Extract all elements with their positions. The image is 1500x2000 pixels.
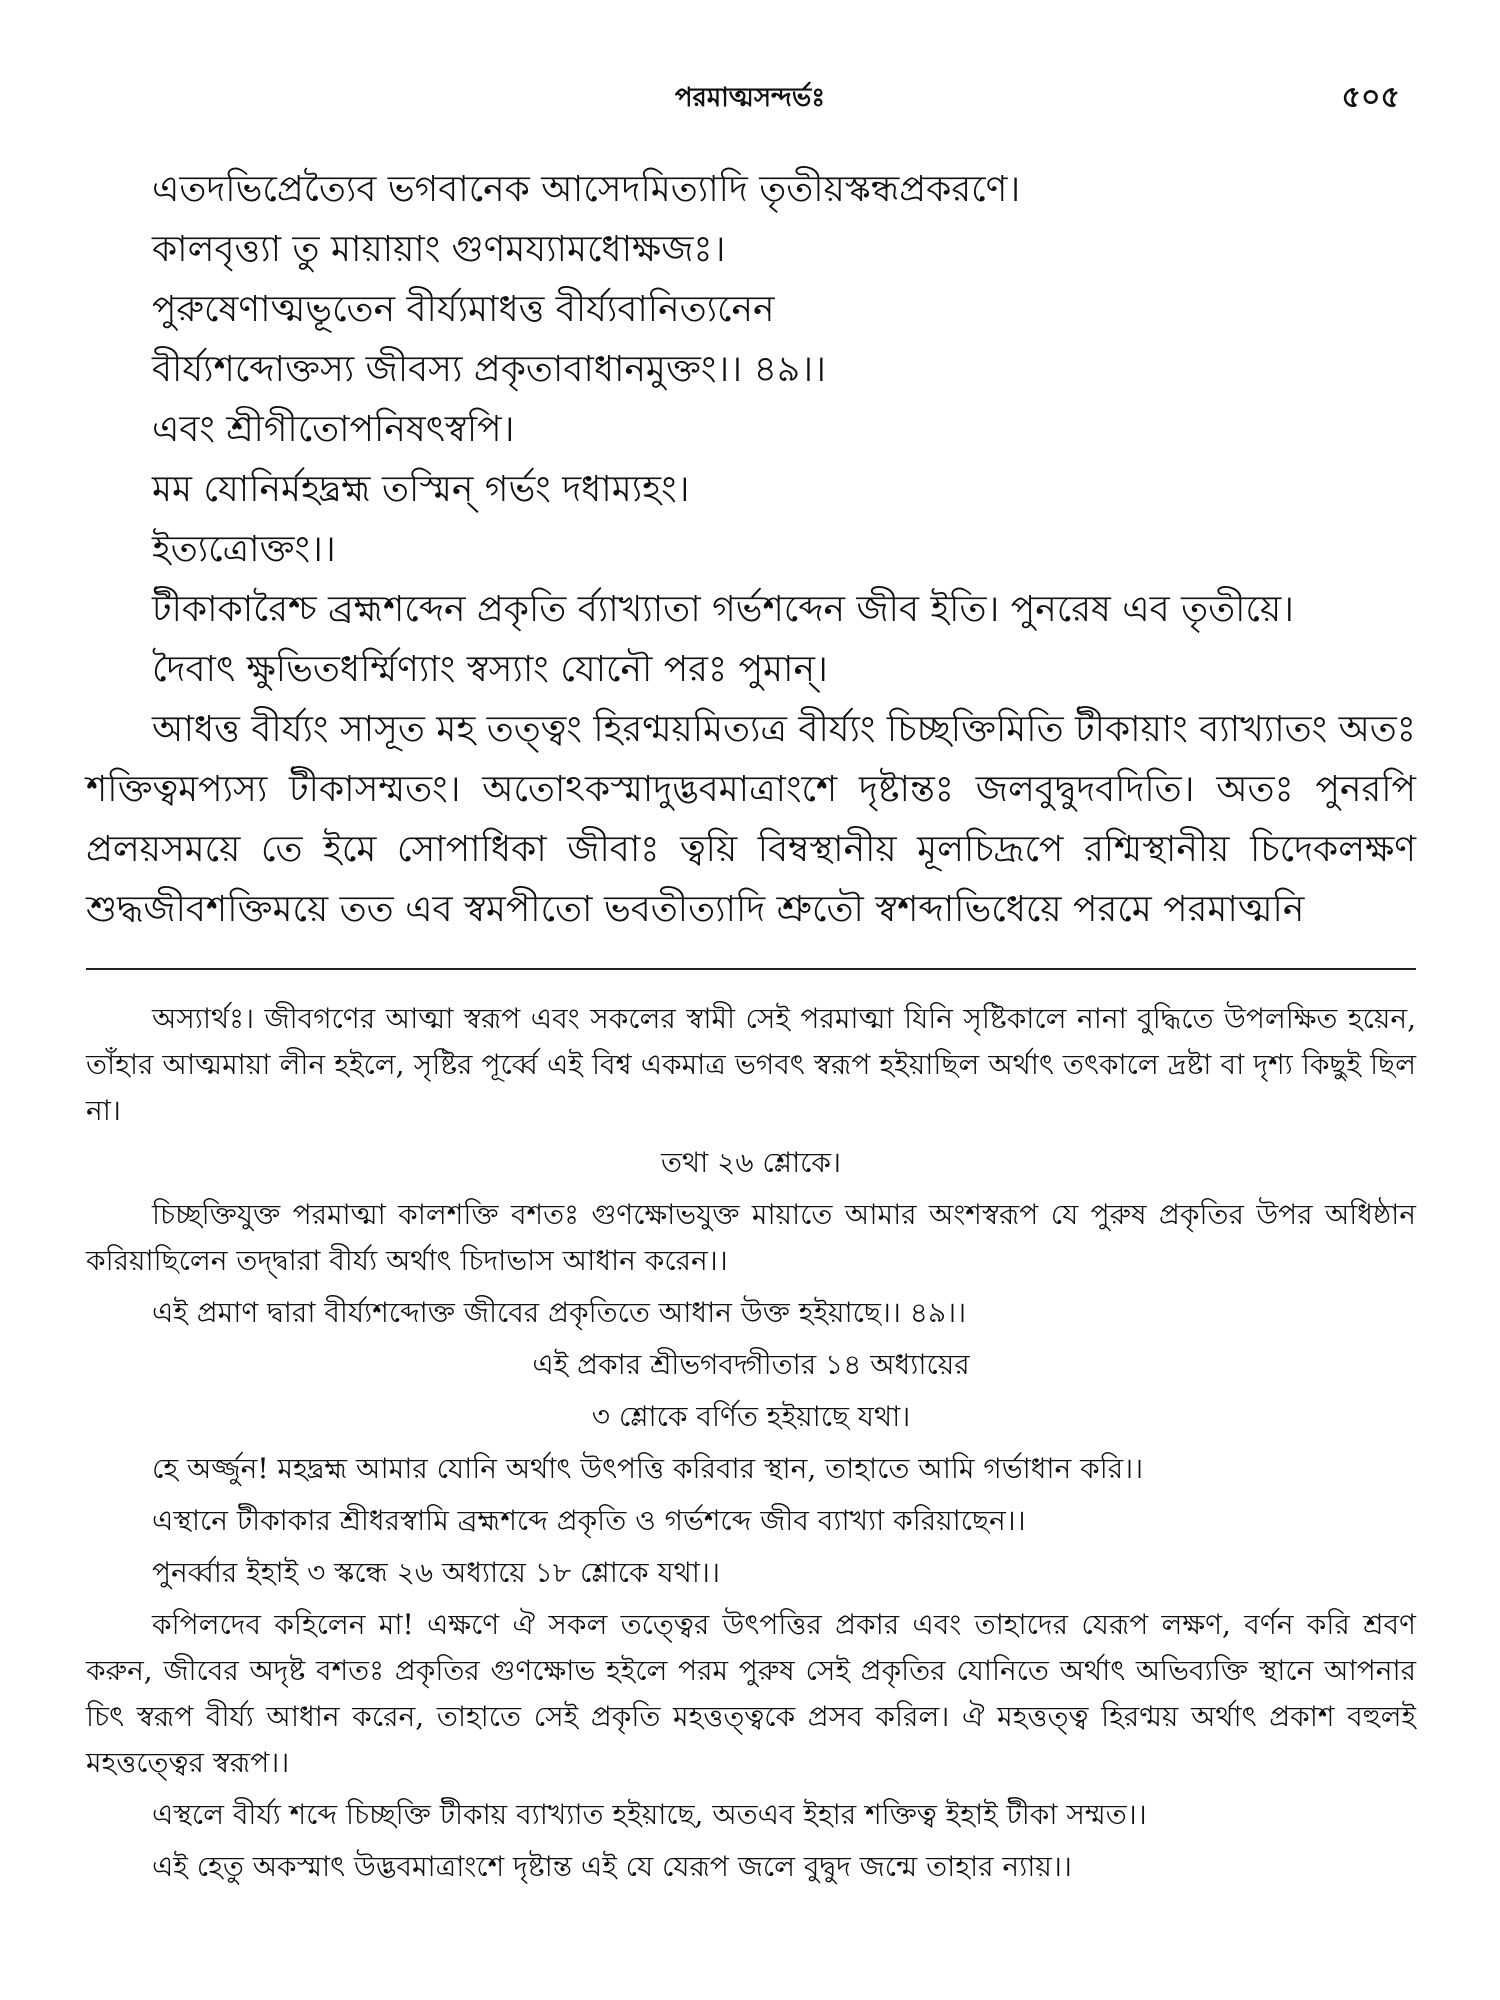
- verse-line: এবং শ্রীগীতোপনিষৎস্বপি।: [152, 409, 515, 450]
- verse-line: বীর্য্যশব্দোক্তস্য জীবস্য প্রকৃতাবাধানমুক্তং।। ৪৯।।: [152, 349, 827, 390]
- page-number: ৫০৫: [1341, 80, 1400, 115]
- verse-paragraph: আধত্ত বীর্য্যং সাসূত মহ তত্ত্বং হিরণ্ময়মিত্যত্র বীর্য্যং চিচ্ছক্তিমিতি টীকায়াং ব্যাখ্যাতং অতঃ শক্তিত্বমপ্যস্য টীকাসম্মতং। অতোঽকস্মাদুদ্ভবমাত্রাংশে দৃষ্টান্তঃ জলবুদ্বুদবদিতি। অতঃ পুনরপি প্রলয়সময়ে তে ইমে সোপাধিকা জীবাঃ ত্বয়ি বিম্বস্থানীয় মূলচিদ্রূপে রশ্মিস্থানীয় চিদেকলক্ষণ শুদ্ধজীবশক্তিময়ে তত এব স্বমপীতো ভবতীত্যাদি শ্রুতৌ স্বশব্দাভিধেয়ে পরমে পরমাত্মনি: [86, 709, 1416, 930]
- translation-paragraph: অস্যার্থঃ। জীবগণের আত্মা স্বরূপ এবং সকলের স্বামী সেই পরমাত্মা যিনি সৃষ্টিকালে নানা বুদ্ধিতে উপলক্ষিত হয়েন, তাঁহার আত্মমায়া লীন হইলে, সৃষ্টির পূর্ব্বে এই বিশ্ব একমাত্র ভগবৎ স্বরূপ হইয়াছিল অর্থাৎ তৎকালে দ্রষ্টা বা দৃশ্য কিছুই ছিল না।: [86, 1002, 1416, 1127]
- translation-paragraph: কপিলদেব কহিলেন মা! এক্ষণে ঐ সকল তত্ত্বের উৎপত্তির প্রকার এবং তাহাদের যেরূপ লক্ষণ, বর্ণন করি শ্রবণ করুন, জীবের অদৃষ্ট বশতঃ প্রকৃতির গুণক্ষোভ হইলে পরম পুরুষ সেই প্রকৃতির যোনিতে অর্থাৎ অভিব্যক্তি স্থানে আপনার চিৎ স্বরূপ বীর্য্য আধান করেন, তাহাতে সেই প্রকৃতি মহত্তত্ত্বকে প্রসব করিল। ঐ মহত্তত্ত্ব হিরণ্ময় অর্থাৎ প্রকাশ বহুলই মহত্তত্ত্বের স্বরূপ।।: [86, 1608, 1416, 1779]
- sanskrit-verse-section: [86, 160, 1416, 940]
- verse-line: পুরুষেণাত্মভূতেন বীর্য্যমাধত্ত বীর্য্যবানিত্যনেন: [152, 289, 775, 330]
- translation-line: এস্থানে টীকাকার শ্রীধরস্বামি ব্রহ্মশব্দে প্রকৃতি ও গর্ভশব্দে জীব ব্যাখ্যা করিয়াছেন।।: [152, 1504, 1026, 1537]
- translation-subheading: এই প্রকার শ্রীভগবদ্গীতার ১৪ অধ্যায়ের: [532, 1348, 970, 1381]
- verse-line: কালবৃত্ত্যা তু মায়ায়াং গুণময্যামধোক্ষজঃ।: [152, 229, 726, 270]
- translation-line: পুনর্ব্বার ইহাই ৩ স্কন্ধে ২৬ অধ্যায়ে ১৮ শ্লোকে যথা।।: [152, 1556, 720, 1589]
- section-divider: [86, 968, 1416, 970]
- verse-line: ইত্যত্রোক্তং।।: [152, 529, 336, 570]
- translation-subheading: তথা ২৬ শ্লোকে।: [660, 1146, 842, 1179]
- bengali-translation-section: [86, 996, 1416, 1896]
- verse-line: টীকাকারৈশ্চ ব্রহ্মশব্দেন প্রকৃতি র্ব্যাখ্যাতা গর্ভশব্দেন জীব ইতি। পুনরেষ এব তৃতীয়ে।: [152, 589, 1295, 630]
- verse-line: এতদভিপ্রেত্যৈব ভগবানেক আসেদমিত্যাদি তৃতীয়স্কন্ধপ্রকরণে।: [152, 169, 1021, 210]
- running-title: পরমাত্মসন্দর্ভঃ: [674, 83, 826, 113]
- verse-line: মম যোনির্মহদ্ব্রহ্ম তস্মিন্ গর্ভং দধাম্যহং।: [152, 469, 690, 510]
- translation-paragraph: চিচ্ছক্তিযুক্ত পরমাত্মা কালশক্তি বশতঃ গুণক্ষোভযুক্ত মায়াতে আমার অংশস্বরূপ যে পুরুষ প্রকৃতির উপর অধিষ্ঠান করিয়াছিলেন তদ্দ্বারা বীর্য্য অর্থাৎ চিদাভাস আধান করেন।।: [86, 1198, 1416, 1277]
- running-header: [0, 78, 1500, 118]
- translation-line: এস্থলে বীর্য্য শব্দে চিচ্ছক্তি টীকায় ব্যাখ্যাত হইয়াছে, অতএব ইহার শক্তিত্ব ইহাই টীকা সম্মত।।: [152, 1798, 1147, 1831]
- translation-subheading: ৩ শ্লোকে বর্ণিত হইয়াছে যথা।: [591, 1400, 911, 1433]
- translation-line: হে অর্জ্জুন! মহদ্ব্রহ্ম আমার যোনি অর্থাৎ উৎপত্তি করিবার স্থান, তাহাতে আমি গর্ভাধান করি।।: [152, 1452, 1144, 1485]
- translation-line: এই হেতু অকস্মাৎ উদ্ভবমাত্রাংশে দৃষ্টান্ত এই যে যেরূপ জলে বুদ্বুদ জন্মে তাহার ন্যায়।।: [152, 1850, 1072, 1883]
- verse-line: দৈবাৎ ক্ষুভিতধর্ম্মিণ্যাং স্বস্যাং যোনৌ পরঃ পুমান্।: [152, 649, 828, 690]
- translation-line: এই প্রমাণ দ্বারা বীর্য্যশব্দোক্ত জীবের প্রকৃতিতে আধান উক্ত হইয়াছে।। ৪৯।।: [152, 1296, 967, 1329]
